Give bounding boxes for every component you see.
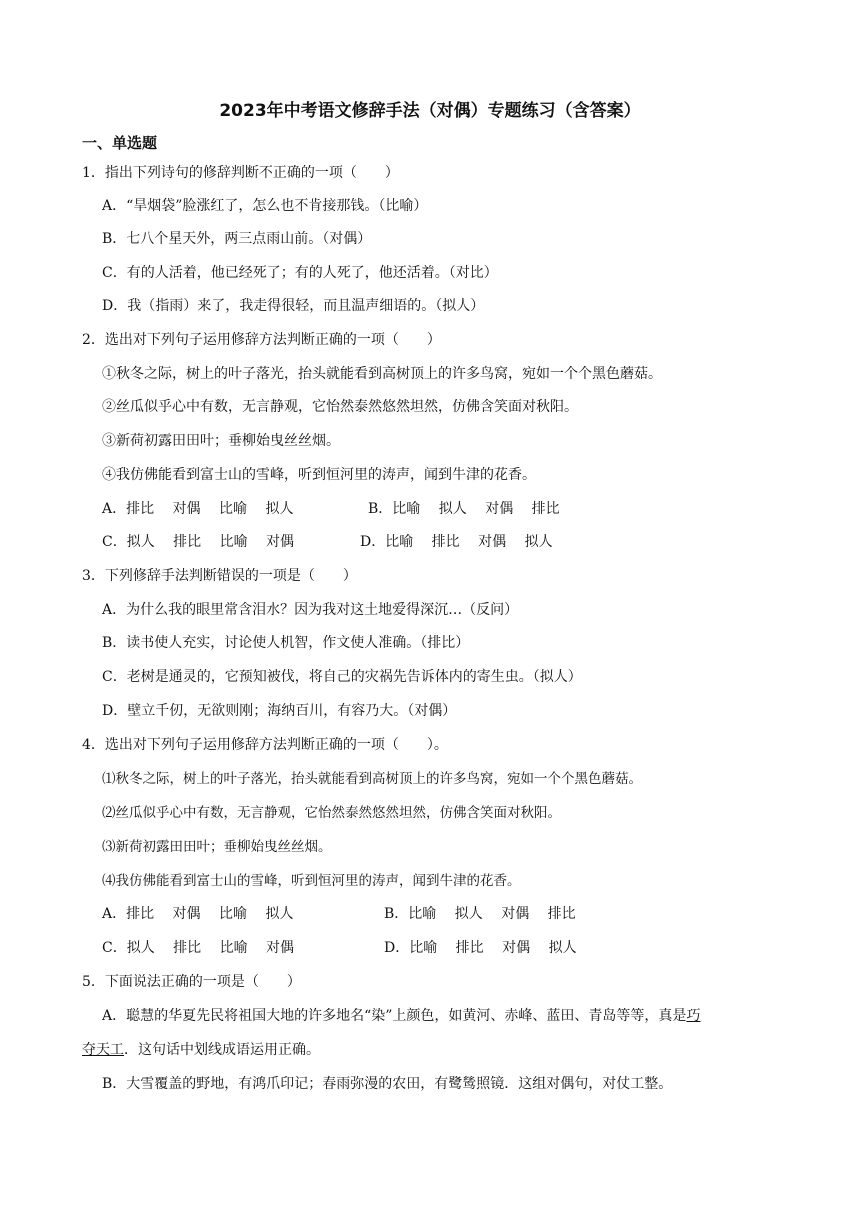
question-1-option-c: C．有的人活着，他已经死了；有的人死了，他还活着。（对比） [102, 265, 498, 281]
question-4-item-4: ⑷我仿佛能看到富士山的雪峰，听到恒河里的涛声，闻到牛津的花香。 [102, 873, 521, 889]
question-3-option-b: B．读书使人充实，讨论使人机智，作文使人准确。（排比） [102, 635, 470, 651]
question-2-item-2: ②丝瓜似乎心中有数，无言静观，它怡然泰然悠然坦然，仿佛含笑面对秋阳。 [102, 399, 578, 415]
question-2-item-3: ③新荷初露田田叶；垂柳始曳丝丝烟。 [102, 433, 340, 449]
question-3-stem: 3．下列修辞手法判断错误的一项是（ ） [82, 568, 357, 584]
question-4-option-b: B．比喻 拟人 对偶 排比 [384, 906, 576, 922]
question-5-stem: 5．下面说法正确的一项是（ ） [82, 974, 301, 990]
question-5-option-b: B．大雪覆盖的野地，有鸿爪印记；春雨弥漫的农田，有鹭鸶照镜．这组对偶句，对仗工整。 [102, 1076, 673, 1092]
question-5-option-a-line-1 [102, 1006, 700, 1026]
underlined-idiom-part-2: 夺天工 [82, 1042, 124, 1058]
question-3-option-a: A．为什么我的眼里常含泪水？因为我对这土地爱得深沉…（反问） [102, 602, 519, 618]
question-1-option-d: D．我（指雨）来了，我走得很轻，而且温声细语的。（拟人） [102, 298, 485, 314]
question-2-option-d: D．比喻 排比 对偶 拟人 [360, 534, 553, 550]
question-4-item-1: ⑴秋冬之际，树上的叶子落光，抬头就能看到高树顶上的许多鸟窝，宛如一个个黑色蘑菇。 [102, 771, 642, 787]
question-4-item-3: ⑶新荷初露田田叶；垂柳始曳丝丝烟。 [102, 839, 332, 855]
question-5-option-a-text: A．聪慧的华夏先民将祖国大地的许多地名“染”上颜色，如黄河、赤峰、蓝田、青岛等等，真是 [102, 1008, 687, 1024]
question-4-item-2: ⑵丝瓜似乎心中有数，无言静观，它怡然泰然悠然坦然，仿佛含笑面对秋阳。 [102, 805, 561, 821]
question-3-option-d: D．壁立千仞，无欲则刚；海纳百川，有容乃大。（对偶） [102, 703, 457, 719]
question-4-option-c: C．拟人 排比 比喻 对偶 [102, 940, 295, 956]
question-2-item-4: ④我仿佛能看到富士山的雪峰，听到恒河里的涛声，闻到牛津的花香。 [102, 467, 536, 483]
question-5-option-a-tail: ．这句话中划线成语运用正确。 [124, 1042, 320, 1058]
question-4-option-d: D．比喻 排比 对偶 拟人 [384, 940, 577, 956]
question-2-option-c: C．拟人 排比 比喻 对偶 [102, 534, 295, 550]
underlined-idiom-part-1: 巧 [686, 1008, 701, 1024]
section-heading: 一、单选题 [82, 134, 158, 152]
question-2-item-1: ①秋冬之际，树上的叶子落光，抬头就能看到高树顶上的许多鸟窝，宛如一个个黑色蘑菇。 [102, 366, 662, 382]
question-4-stem: 4．选出对下列句子运用修辞方法判断正确的一项（ ）。 [82, 737, 448, 753]
question-1-option-a: A．“旱烟袋”脸涨红了，怎么也不肯接那钱。（比喻） [102, 198, 428, 214]
question-3-option-c: C．老树是通灵的，它预知被伐，将自己的灾祸先告诉体内的寄生虫。（拟人） [102, 669, 582, 685]
question-4-option-a: A．排比 对偶 比喻 拟人 [102, 906, 294, 922]
question-1-stem: 1．指出下列诗句的修辞判断不正确的一项（ ） [82, 165, 399, 181]
document-title: 2023年中考语文修辞手法（对偶）专题练习（含答案） [219, 101, 641, 121]
question-2-option-b: B．比喻 拟人 对偶 排比 [368, 501, 560, 517]
question-1-option-b: B．七八个星天外，两三点雨山前。（对偶） [102, 231, 372, 247]
question-5-option-a-line-2 [82, 1040, 320, 1060]
question-2-option-a: A．排比 对偶 比喻 拟人 [102, 501, 294, 517]
question-2-stem: 2．选出对下列句子运用修辞方法判断正确的一项（ ） [82, 332, 441, 348]
